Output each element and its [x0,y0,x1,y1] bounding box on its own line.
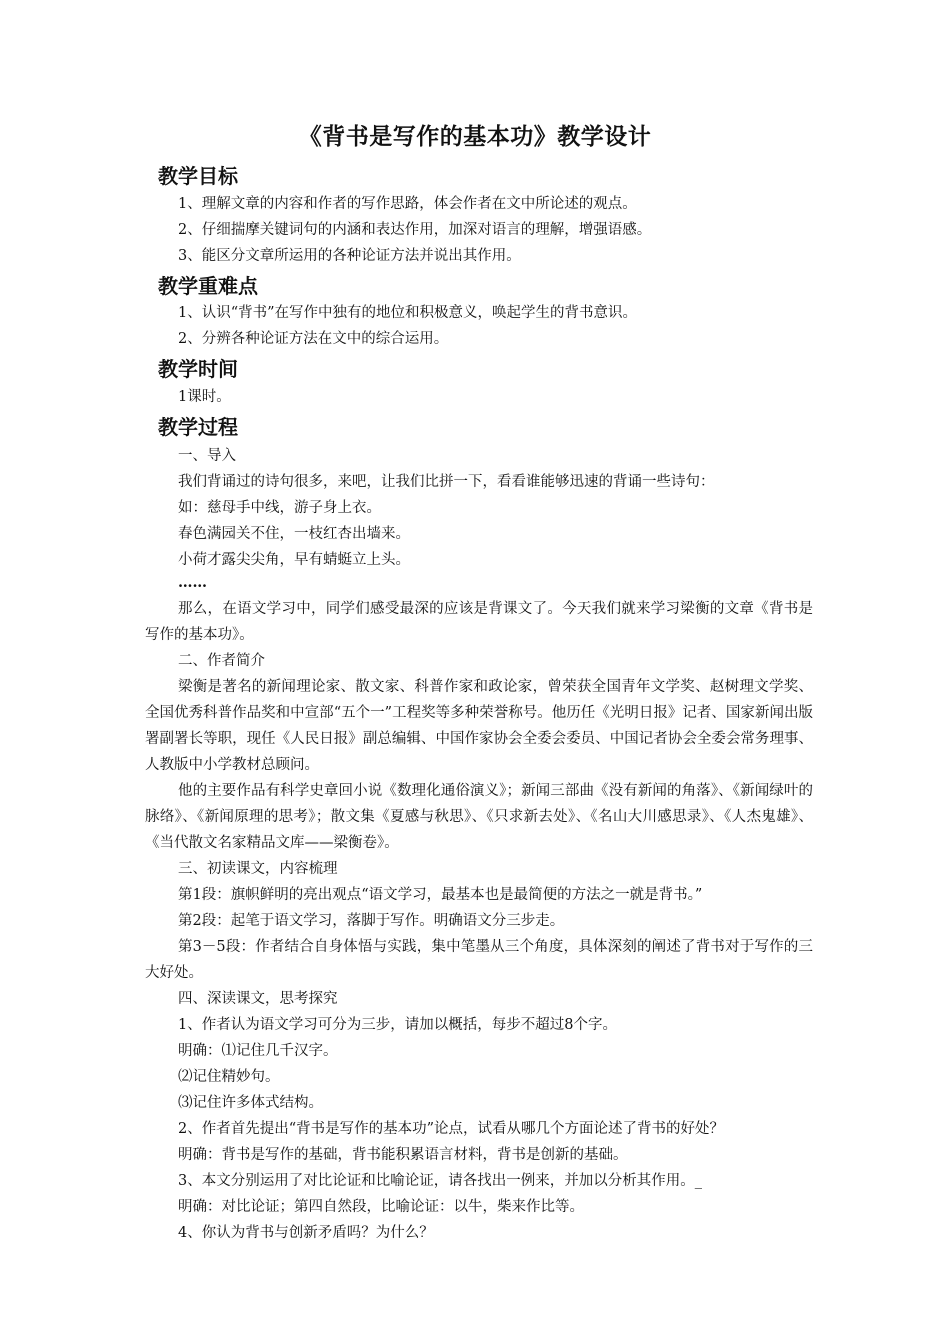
key-point-item-1: 1、认识“背书”在写作中独有的地位和积极意义，唤起学生的背书意识。 [178,305,638,321]
goal-item-1: 1、理解文章的内容和作者的写作思路，体会作者在文中所论述的观点。 [178,196,637,212]
author-paragraph-2: 他的主要作品有科学史章回小说《数理化通俗演义》；新闻三部曲《没有新闻的角落》、《新闻绿叶的脉络》、《新闻原理的思考》；散文集《夏感与秋思》、《只求新去处》、《名山大川感思录》、《人杰鬼雄》、《当代散文名家精品文库——梁衡卷》。 [145,783,813,851]
read-line-1: 第1段：旗帜鲜明的亮出观点“语文学习，最基本也是最简便的方法之一就是背书。” [178,887,703,903]
intro-ellipsis: …… [178,574,207,591]
intro-paragraph: 那么，在语文学习中，同学们感受最深的应该是背课文了。今天我们就来学习梁衡的文章《背书是写作的基本功》。 [145,601,813,643]
deep-line-3: ⑵记住精妙句。 [178,1069,280,1085]
deep-line-6: 明确：背书是写作的基础，背书能积累语言材料，背书是创新的基础。 [178,1147,628,1163]
read-line-2: 第2段：起笔于语文学习，落脚于写作。明确语文分三步走。 [178,913,565,929]
deep-line-1: 1、作者认为语文学习可分为三步，请加以概括，每步不超过8个字。 [178,1017,617,1033]
deep-line-8: 明确：对比论证；第四自然段，比喻论证：以牛，柴来作比等。 [178,1199,584,1215]
document-title: 《背书是写作的基本功》教学设计 [298,124,652,150]
deep-line-7: 3、本文分别运用了对比论证和比喻论证，请各找出一例来，并加以分析其作用。_ [178,1173,702,1189]
intro-line-4: 小荷才露尖尖角，早有蜻蜓立上头。 [178,552,410,568]
intro-line-2: 如：慈母手中线，游子身上衣。 [178,500,381,516]
intro-line-1: 我们背诵过的诗句很多，来吧，让我们比拼一下，看看谁能够迅速的背诵一些诗句： [178,474,715,490]
heading-teaching-time: 教学时间 [158,357,238,381]
read-title: 三、初读课文，内容梳理 [178,861,338,877]
teaching-time-text: 1课时。 [178,389,231,405]
read-paragraph: 第3－5段：作者结合自身体悟与实践，集中笔墨从三个角度，具体深刻的阐述了背书对于写作的三大好处。 [145,939,813,981]
intro-title: 一、导入 [178,448,236,464]
deep-title: 四、深读课文，思考探究 [178,991,338,1007]
deep-line-5: 2、作者首先提出“背书是写作的基本功”论点，试看从哪几个方面论述了背书的好处？ [178,1121,725,1137]
goal-item-3: 3、能区分文章所运用的各种论证方法并说出其作用。 [178,248,521,264]
heading-teaching-goals: 教学目标 [158,164,238,188]
author-title: 二、作者简介 [178,653,265,669]
deep-line-9: 4、你认为背书与创新矛盾吗？为什么？ [178,1225,434,1241]
goal-item-2: 2、仔细揣摩关键词句的内涵和表达作用，加深对语言的理解，增强语感。 [178,222,652,238]
deep-line-2: 明确：⑴记住几千汉字。 [178,1043,338,1059]
author-paragraph-1: 梁衡是著名的新闻理论家、散文家、科普作家和政论家，曾荣获全国青年文学奖、赵树理文学奖、全国优秀科普作品奖和中宣部“五个一”工程奖等多种荣誉称号。他历任《光明日报》记者、国家新闻出版署副署长等职，现任《人民日报》副总编辑、中国作家协会全委会委员、中国记者协会全委会常务理事、人教版中小学教材总顾问。 [145,679,813,773]
heading-teaching-process: 教学过程 [158,415,238,439]
intro-line-3: 春色满园关不住，一枝红杏出墙来。 [178,526,410,542]
deep-line-4: ⑶记住许多体式结构。 [178,1095,323,1111]
heading-key-points: 教学重难点 [158,274,258,298]
key-point-item-2: 2、分辨各种论证方法在文中的综合运用。 [178,331,449,347]
